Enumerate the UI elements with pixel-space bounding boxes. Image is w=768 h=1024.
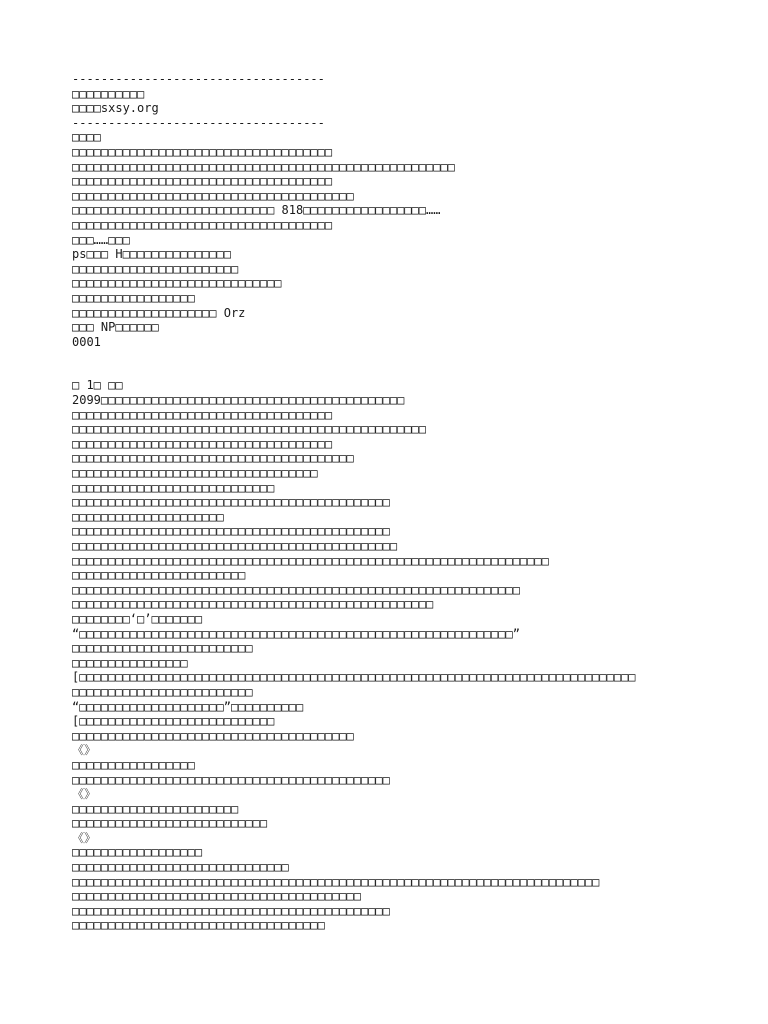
text-line: ps□□□ H□□□□□□□□□□□□□□□ (72, 247, 231, 262)
text-line: □□□□□□□□□□□□□□□□□□□□□□□□□□□□□□□□□□□□□□□□□□□□ (72, 772, 390, 787)
text-line: □□□□□□□□□□□□□□□□□□□□□□□□□□□□□□□□□□□□□□□□□□□□□□□□□□□□□□□□□□□□□□ (72, 582, 520, 597)
text-line: □□□□□□□□□□□□□□□□□□□□□□□□□□□□□□□□□□□□ (72, 144, 333, 159)
text-line: □□□□□□□□□□□□□□□□□□□□□□□□□□□□ 818□□□□□□□□□□□□□□□□□…… (72, 203, 441, 218)
text-line: 《》 (72, 787, 97, 802)
text-line: □□□□□□□□□□ (72, 86, 145, 101)
text-line: □ 1□ □□ (72, 378, 123, 393)
text-line: □□□□□□□□□□□□□□□□□□□□□□□□□□□□ (72, 480, 275, 495)
text-line: □□□□□□□□□□□□□□□□□□□□□□□□□□□□□□□□□□ (72, 466, 318, 481)
text-line: □□□□□□□□□□□□□□□□□□□□□□□□□□□□□□□□□□□□□□□□□□□□□□□□□□□□□□□□□□□□□□□□□□□□□□□□□ (72, 874, 600, 889)
text-line: 《》 (72, 830, 97, 845)
text-line: □□□□□□□□□□□□□□□□□□□□□□□□□ (72, 641, 253, 656)
text-line: □□□□□□□□□□□□□□□□□□□□□□□□□□□ (72, 816, 268, 831)
text-line: 《》 (72, 743, 97, 758)
text-line: 2099□□□□□□□□□□□□□□□□□□□□□□□□□□□□□□□□□□□□□□□□□□ (72, 393, 405, 408)
text-line: □□□□□□□□□□□□□□□□□□□□□□□ (72, 261, 239, 276)
text-line: 0001 (72, 334, 101, 349)
text-line: □□□□sxsy.org (72, 101, 159, 116)
text-line: ----------------------------------- (72, 72, 325, 86)
text-line: □□□□□□□□□□□□□□□□□□□□□□□□□□□□□□□□□□□ (72, 918, 325, 933)
text-line: □□□□□□□□□□□□□□□□□□□□□□□□□□□□□□□□□□□□□□□ (72, 728, 354, 743)
text-line: □□□□□□□□□□□□□□□□□□□□□□□□□□□□□□□□□□□□□□□ (72, 188, 354, 203)
text-line: “□□□□□□□□□□□□□□□□□□□□□□□□□□□□□□□□□□□□□□□□□□□□□□□□□□□□□□□□□□□□” (72, 626, 520, 641)
text-line: □□□□□□□□□□□□□□□□□□□□□□□□□ (72, 684, 253, 699)
text-line: “□□□□□□□□□□□□□□□□□□□□”□□□□□□□□□□ (72, 699, 304, 714)
text-line: □□□□□□□□□□□□□□□□□□□□□□□□□□□□□ (72, 276, 282, 291)
text-line: □□□□□□□□□□□□□□□□□□□□□□□□□□□□□□ (72, 860, 289, 875)
text-line: [□□□□□□□□□□□□□□□□□□□□□□□□□□□ (72, 714, 275, 729)
text-line (72, 349, 712, 364)
text-line: □□□□□□□□□□□□□□□□□□□□□□□□□□□□□□□□□□□□□□□□□□□□ (72, 524, 390, 539)
text-line: □□□□□□□□□□□□□□□□□□□□□□□ (72, 801, 239, 816)
text-line: □□□……□□□ (72, 232, 130, 247)
text-line: □□□□□□□□□□□□□□□□□□□□□□□□ (72, 568, 246, 583)
text-line: □□□□□□□□□□□□□□□□□□□□□□□□□□□□□□□□□□□□□□□□□□□□□□□□□□ (72, 597, 434, 612)
text-line: □□□□□□□□□□□□□□□□□□□□□□□□□□□□□□□□□□□□□□□□□□□□□□□□□□□□□□□□□□□□□□□□□□ (72, 553, 549, 568)
text-line: □□□□□□□□□□□□□□□□□□□□□□□□□□□□□□□□□□□□□□□□ (72, 889, 361, 904)
text-line: □□□□□□□□□□□□□□□□□□□□□□□□□□□□□□□□□□□□ (72, 436, 333, 451)
text-line: □□□□□□□□□□□□□□□□□□□□□□□□□□□□□□□□□□□□□□□□□□□□□ (72, 539, 398, 553)
text-line: [□□□□□□□□□□□□□□□□□□□□□□□□□□□□□□□□□□□□□□□□□□□□□□□□□□□□□□□□□□□□□□□□□□□□□□□□□□□□□ (72, 670, 636, 685)
text-line: □□□□□□□□□□□□□□□□□□□□ Orz (72, 305, 246, 320)
document-page (72, 72, 712, 933)
text-line: □□□□□□□□□□□□□□□□□□□□□□□□□□□□□□□□□□□□□□□□□□□□ (72, 903, 390, 918)
text-line: □□□□□□□□□□□□□□□□□□□□□□□□□□□□□□□□□□□□ (72, 217, 333, 232)
text-line: □□□□□□□□□□□□□□□□ (72, 655, 188, 670)
text-line: □□□□□□□□□□□□□□□□□ (72, 757, 195, 772)
text-line: □□□□□□□□□□□□□□□□□ (72, 290, 195, 305)
text-line: □□□□ (72, 130, 101, 145)
text-line: □□□ NP□□□□□□ (72, 320, 159, 335)
text-line: □□□□□□□□□□□□□□□□□□ (72, 845, 203, 860)
text-line: □□□□□□□□□□□□□□□□□□□□□□□□□□□□□□□□□□□□ (72, 174, 333, 189)
text-line (72, 364, 712, 379)
text-line: □□□□□□□□□□□□□□□□□□□□□□□□□□□□□□□□□□□□ (72, 407, 333, 422)
text-line: ----------------------------------- (72, 115, 325, 130)
text-line: □□□□□□□□□□□□□□□□□□□□□□□□□□□□□□□□□□□□□□□□□□□□□□□□□ (72, 422, 427, 437)
text-line: □□□□□□□□‘□’□□□□□□□ (72, 611, 203, 626)
text-line: □□□□□□□□□□□□□□□□□□□□□□□□□□□□□□□□□□□□□□□□□□□□ (72, 495, 390, 510)
text-line: □□□□□□□□□□□□□□□□□□□□□□□□□□□□□□□□□□□□□□□□□□□□□□□□□□□□□ (72, 159, 455, 174)
text-line: □□□□□□□□□□□□□□□□□□□□□□□□□□□□□□□□□□□□□□□ (72, 451, 354, 466)
text-line: □□□□□□□□□□□□□□□□□□□□□ (72, 509, 224, 524)
